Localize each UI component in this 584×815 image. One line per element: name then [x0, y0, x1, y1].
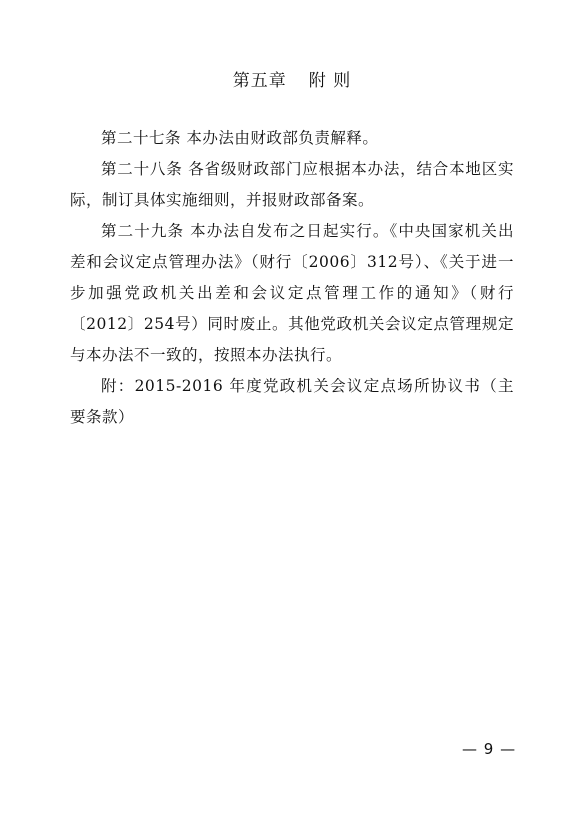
chapter-title-text: 附 则: [308, 71, 352, 91]
document-body: [70, 123, 514, 433]
article-28: 第二十八条 各省级财政部门应根据本办法，结合本地区实际，制订具体实施细则，并报财政部备案。: [70, 160, 514, 209]
chapter-heading: [0, 66, 584, 91]
article-27: 第二十七条 本办法由财政部负责解释。: [101, 129, 379, 147]
chapter-label: 第五章: [232, 71, 287, 91]
page-number: — 9 —: [462, 740, 517, 758]
article-29: 第二十九条 本办法自发布之日起实行。《中央国家机关出差和会议定点管理办法》（财行〔2006〕312号）、《关于进一步加强党政机关出差和会议定点管理工作的通知》（财行〔2012〕254号）同时废止。其他党政机关会议定点管理规定与本办法不一致的，按照本办法执行。: [70, 222, 514, 364]
attachment-note: 附：2015-2016 年度党政机关会议定点场所协议书（主要条款）: [70, 377, 514, 426]
